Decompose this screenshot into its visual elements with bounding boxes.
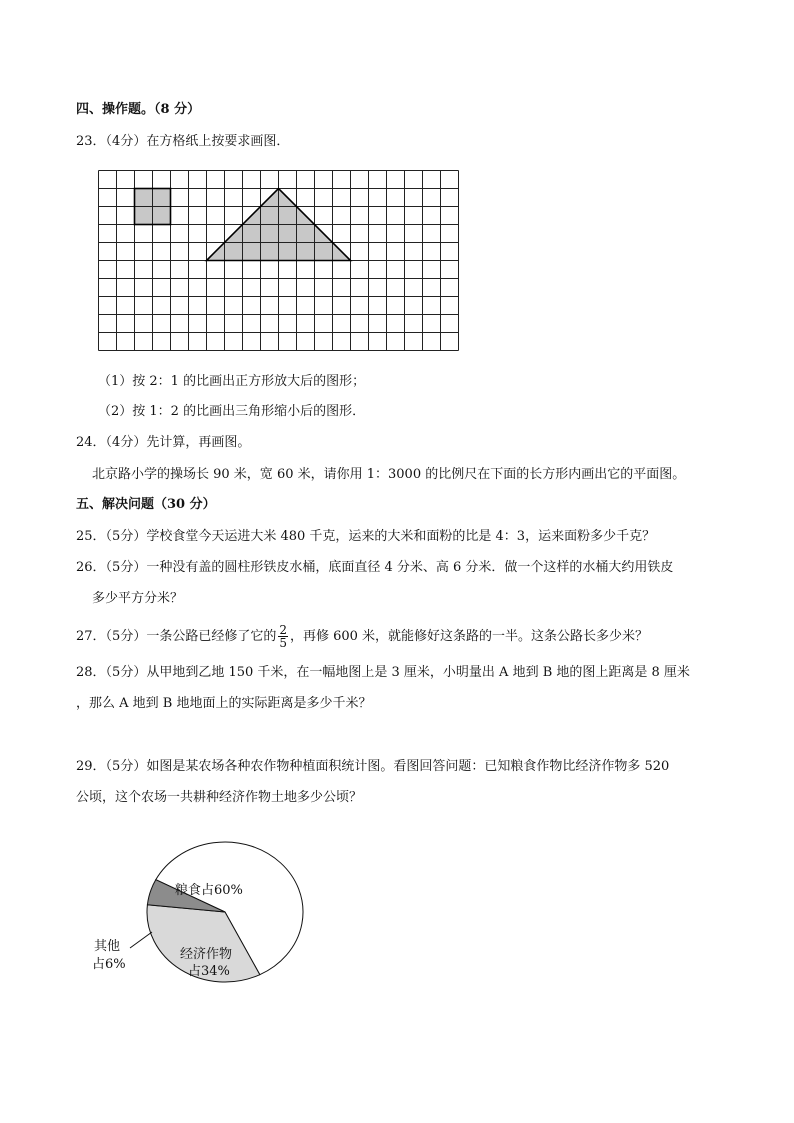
pie-label-grain: 粮食占60% <box>175 883 243 898</box>
q25-text: 25．（5分）学校食堂今天运进大米 480 千克，运来的大米和面粉的比是 4：3，运来面粉多少千克？ <box>76 529 656 544</box>
q29-line2: 公顷，这个农场一共耕种经济作物土地多少公顷？ <box>76 790 363 805</box>
pie-label-other-pct: 占6% <box>92 957 126 972</box>
q23-sub1: （1）按 2：1 的比画出正方形放大后的图形； <box>98 374 366 389</box>
q24-title: 24．（4分）先计算，再画图。 <box>76 435 251 450</box>
fraction-denominator: 5 <box>279 636 287 650</box>
q26-line2: 多少平方分米？ <box>92 591 184 606</box>
fraction <box>278 624 288 649</box>
q27-suffix: ，再修 600 米，就能修好这条路的一半。这条公路长多少米？ <box>289 629 649 644</box>
other-leader-line <box>130 932 152 948</box>
q27-text <box>76 624 648 649</box>
pie-label-economic: 经济作物 <box>180 947 233 962</box>
q23-sub2: （2）按 1：2 的比画出三角形缩小后的图形． <box>98 404 366 419</box>
pie-label-other: 其他 <box>94 939 121 954</box>
grid-paper <box>98 170 462 353</box>
q29-line1: 29．（5分）如图是某农场各种农作物种植面积统计图。看图回答问题：已知粮食作物比经济作物多 520 <box>76 759 670 774</box>
pie-chart <box>80 840 320 990</box>
q26-line1: 26．（5分）一种没有盖的圆柱形铁皮水桶，底面直径 4 分米、高 6 分米．做一个这样的水桶大约用铁皮 <box>76 560 674 575</box>
q24-text: 北京路小学的操场长 90 米，宽 60 米，请你用 1：3000 的比例尺在下面的长方形内画出它的平面图。 <box>92 467 686 482</box>
q28-line1: 28．（5分）从甲地到乙地 150 千米，在一幅地图上是 3 厘米，小明量出 A 地到 B 地的图上距离是 8 厘米 <box>76 665 690 680</box>
section4-title: 四、操作题。（8 分） <box>76 102 201 117</box>
q27-prefix: 27．（5分）一条公路已经修了它的 <box>76 629 277 644</box>
fraction-numerator: 2 <box>279 623 287 637</box>
q23-title: 23．（4分）在方格纸上按要求画图． <box>76 134 290 149</box>
q28-line2: ，那么 A 地到 B 地地面上的实际距离是多少千米？ <box>76 696 372 711</box>
section5-title: 五、解决问题（30 分） <box>76 497 216 512</box>
pie-label-economic-pct: 占34% <box>188 964 230 979</box>
